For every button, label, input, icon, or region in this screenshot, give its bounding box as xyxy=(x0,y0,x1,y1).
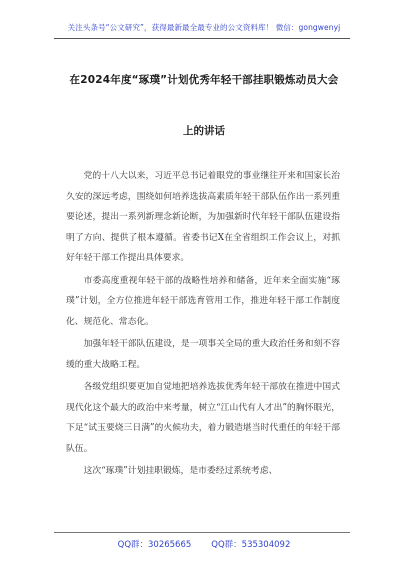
footer-qq-group-2: QQ群：535304092 xyxy=(211,540,291,550)
body-paragraph: 这次“琢璞”计划挂职锻炼，是市委经过系统考虑、 xyxy=(83,466,278,476)
body-paragraph: 加强年轻干部队伍建设，是一项事关全局的重大政治任务和刻不容缓的重大战略工程。 xyxy=(66,339,340,370)
document-subtitle: 上的讲话 xyxy=(183,125,225,137)
footer-divider xyxy=(54,532,350,533)
document-title: 在2024年度“琢璞”计划优秀年轻干部挂职锻炼动员大会 xyxy=(69,74,339,86)
body-paragraph: 党的十八大以来，习近平总书记着眼党的事业继往开来和国家长治久安的深远考虑，围绕如何培养选拔高素质年轻干部队伍作出一系列重要论述，提出一系列新理念新论断，为加强新时代年轻干部队伍建设指明了方向、提供了根本遵循。省委书记X在全省组织工作会议上，对抓好年轻干部工作提出具体要求。 xyxy=(66,171,340,263)
body-paragraph: 市委高度重视年轻干部的战略性培养和储备，近年来全面实施“琢璞”计划，全方位推进年轻干部选育管用工作，推进年轻干部工作制度化、规范化、常态化。 xyxy=(66,275,340,327)
body-paragraph: 各级党组织要更加自觉地把培养选拔优秀年轻干部放在推进中国式现代化这个最大的政治中来考量，树立“江山代有人才出”的胸怀眼光，下足“试玉要烧三日满”的火候功夫，着力锻造堪当时代重任的年轻干部队伍。 xyxy=(66,382,340,454)
footer-qq-group-1: QQ群：30265665 xyxy=(117,540,192,550)
header-divider xyxy=(54,38,350,39)
document-body xyxy=(66,166,340,484)
footer xyxy=(0,538,408,550)
header-note: 关注头条号“公文研究”，获得最新最全最专业的公文资料库！ 微信：gongwenyj xyxy=(67,23,341,32)
